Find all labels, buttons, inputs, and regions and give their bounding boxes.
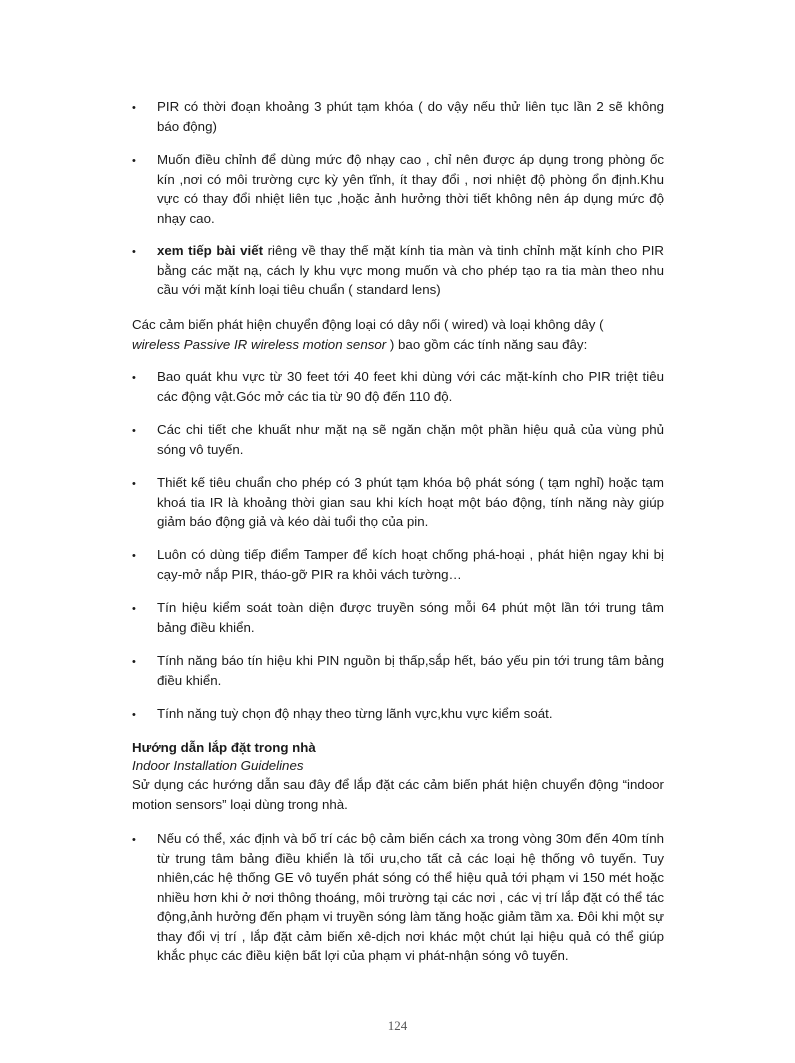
list-item-text: Luôn có dùng tiếp điểm Tamper để kích hoạt chống phá-hoại , phát hiện ngay khi bị cạy-mở nắp PIR, tháo-gỡ PIR ra khỏi vách tường…	[157, 547, 664, 582]
list-item	[132, 545, 664, 584]
list-item-text: Tín hiệu kiểm soát toàn diện được truyền sóng mỗi 64 phút một lần tới trung tâm bảng điều khiển.	[157, 600, 664, 635]
bullet-icon: •	[132, 372, 136, 384]
list-item	[132, 651, 664, 690]
list-item	[132, 150, 664, 228]
list-item-text: Tính năng tuỳ chọn độ nhạy theo từng lãnh vực,khu vực kiểm soát.	[157, 706, 553, 721]
list-item-text: Muốn điều chỉnh để dùng mức độ nhạy cao , chỉ nên được áp dụng trong phòng ốc kín ,nơi có môi trường cực kỳ yên tĩnh, ít thay đổi , nơi nhiệt độ phòng ổn định.Khu vực có thay đổi nhiệt liên tục ,hoặc ảnh hưởng thời tiết không nên áp dụng mức độ nhạy cao.	[157, 152, 664, 226]
list-item	[132, 704, 664, 724]
list-item-text: Các chi tiết che khuất như mặt nạ sẽ ngăn chặn một phần hiệu quả của vùng phủ sóng vô tuyến.	[157, 422, 664, 457]
list-item	[132, 420, 664, 459]
section-heading: Hướng dẫn lắp đặt trong nhà	[132, 740, 316, 755]
intro-text: Các cảm biến phát hiện chuyển động loại có dây nối ( wired) và loại không dây (	[132, 317, 604, 332]
intro-text-end: ) bao gồm các tính năng sau đây:	[389, 336, 588, 352]
section-intro: Sử dụng các hướng dẫn sau đây để lắp đặt các cảm biến phát hiện chuyển động “indoor motion sensors” loại dùng trong nhà.	[132, 777, 664, 812]
bullet-icon: •	[132, 550, 136, 562]
list-item-text: Tính năng báo tín hiệu khi PIN nguồn bị thấp,sắp hết, báo yếu pin tới trung tâm bảng điều khiển.	[157, 653, 664, 688]
list-item-text: Nếu có thể, xác định và bố trí các bộ cảm biến cách xa trong vòng 30m đến 40m tính từ trung tâm bảng điều khiển là tối ưu,cho tất cả các loại hệ thống vô tuyến. Tuy nhiên,các hệ thống GE vô tuyến phát sóng có thể hiệu quả tới phạm vi 150 mét hoặc nhiều hơn khi ở nơi thông thoáng, môi trường tại các nơi , các vị trí lắp đặt có thể tác động,ảnh hưởng đến phạm vi truyền sóng làm tăng hoặc giảm tầm xa. Đôi khi một sự thay đổi vị trí , lắp đặt cảm biến xê-dịch nơi khác một chút lại hiệu quả có thể giúp khắc phục các điều kiện bất lợi của phạm vi phát-nhận sóng vô tuyến.	[157, 831, 664, 963]
list-item	[132, 598, 664, 637]
bullet-icon: •	[132, 155, 136, 167]
bullet-icon: •	[132, 709, 136, 721]
list-item-text	[157, 241, 664, 300]
list-item	[132, 241, 664, 300]
read-more-link[interactable]: xem tiếp bài viết	[157, 243, 264, 258]
bullet-icon: •	[132, 246, 136, 258]
bullet-icon: •	[132, 603, 136, 615]
bullet-icon: •	[132, 656, 136, 668]
bullet-icon: •	[132, 478, 136, 490]
list-item	[132, 473, 664, 532]
list-item-text: PIR có thời đoạn khoảng 3 phút tạm khóa ( do vậy nếu thử liên tục lần 2 sẽ không báo động)	[157, 99, 664, 134]
page-number: 124	[387, 1018, 408, 1033]
list-item-text: Thiết kế tiêu chuẩn cho phép có 3 phút tạm khóa bộ phát sóng ( tạm nghỉ) hoặc tạm khoá tia IR là khoảng thời gian sau khi kích hoạt một báo động, tính năng này giúp giảm báo động giả và kéo dài tuổi thọ của pin.	[157, 475, 664, 529]
list-item	[132, 367, 664, 406]
list-item	[132, 97, 664, 136]
intro-italic: wireless Passive IR wireless motion sensor	[132, 336, 387, 352]
section-subheading: Indoor Installation Guidelines	[132, 758, 304, 773]
list-item-rest: riêng về thay thế mặt kính tia màn và tinh chỉnh mặt kính cho PIR bằng các mặt nạ, cách ly khu vực mong muốn và cho phép tạo ra tia màn theo nhu cầu với mặt kính loại tiêu chuẩn ( standard lens)	[157, 243, 664, 297]
list-item-text: Bao quát khu vực từ 30 feet tới 40 feet khi dùng với các mặt-kính cho PIR triệt tiêu các động vật.Góc mở các tia từ 90 độ đến 110 độ.	[157, 369, 664, 404]
intro-paragraph	[132, 315, 664, 354]
list-item	[132, 829, 664, 966]
bullet-icon: •	[132, 834, 136, 846]
bullet-icon: •	[132, 425, 136, 437]
bullet-icon: •	[132, 102, 136, 114]
